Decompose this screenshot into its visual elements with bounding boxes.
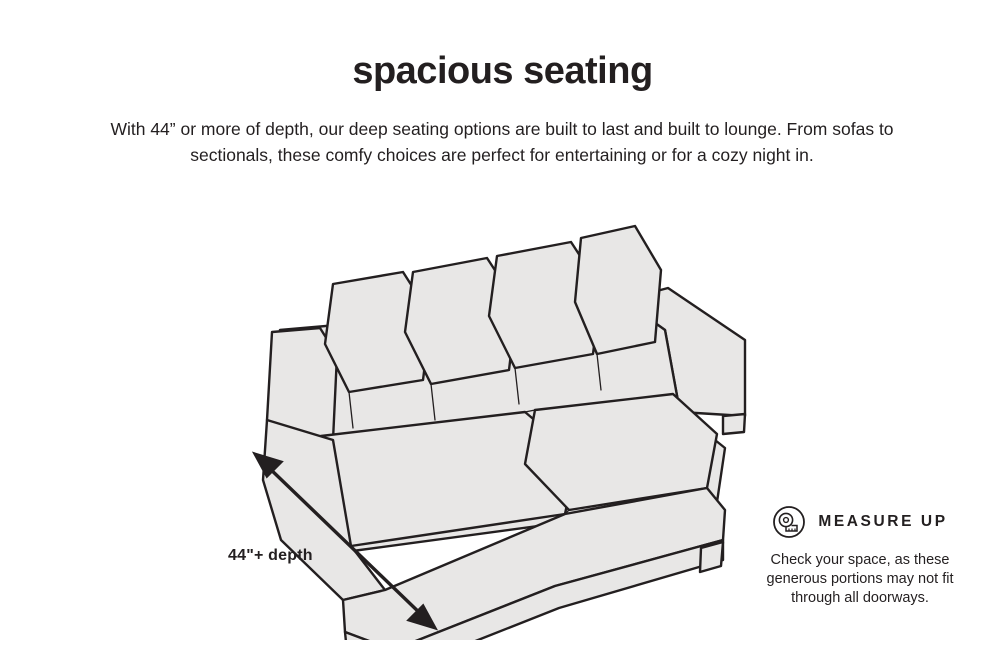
sofa-illustration [225,180,785,640]
measure-up-callout [740,505,980,608]
measure-up-body: Check your space, as these generous portions may not fit through all doorways. [766,552,954,606]
tape-measure-icon [772,505,806,539]
depth-dimension-label: 44"+ depth [228,547,313,564]
measure-up-header [740,505,980,539]
measure-up-title: MEASURE UP [818,513,948,530]
description-text: With 44” or more of depth, our deep seating options are built to last and built to lounge. From sofas to sectionals, these comfy choices are perfect for entertaining or for a cozy night in. [110,119,894,165]
page-title: spacious seating [352,50,653,92]
